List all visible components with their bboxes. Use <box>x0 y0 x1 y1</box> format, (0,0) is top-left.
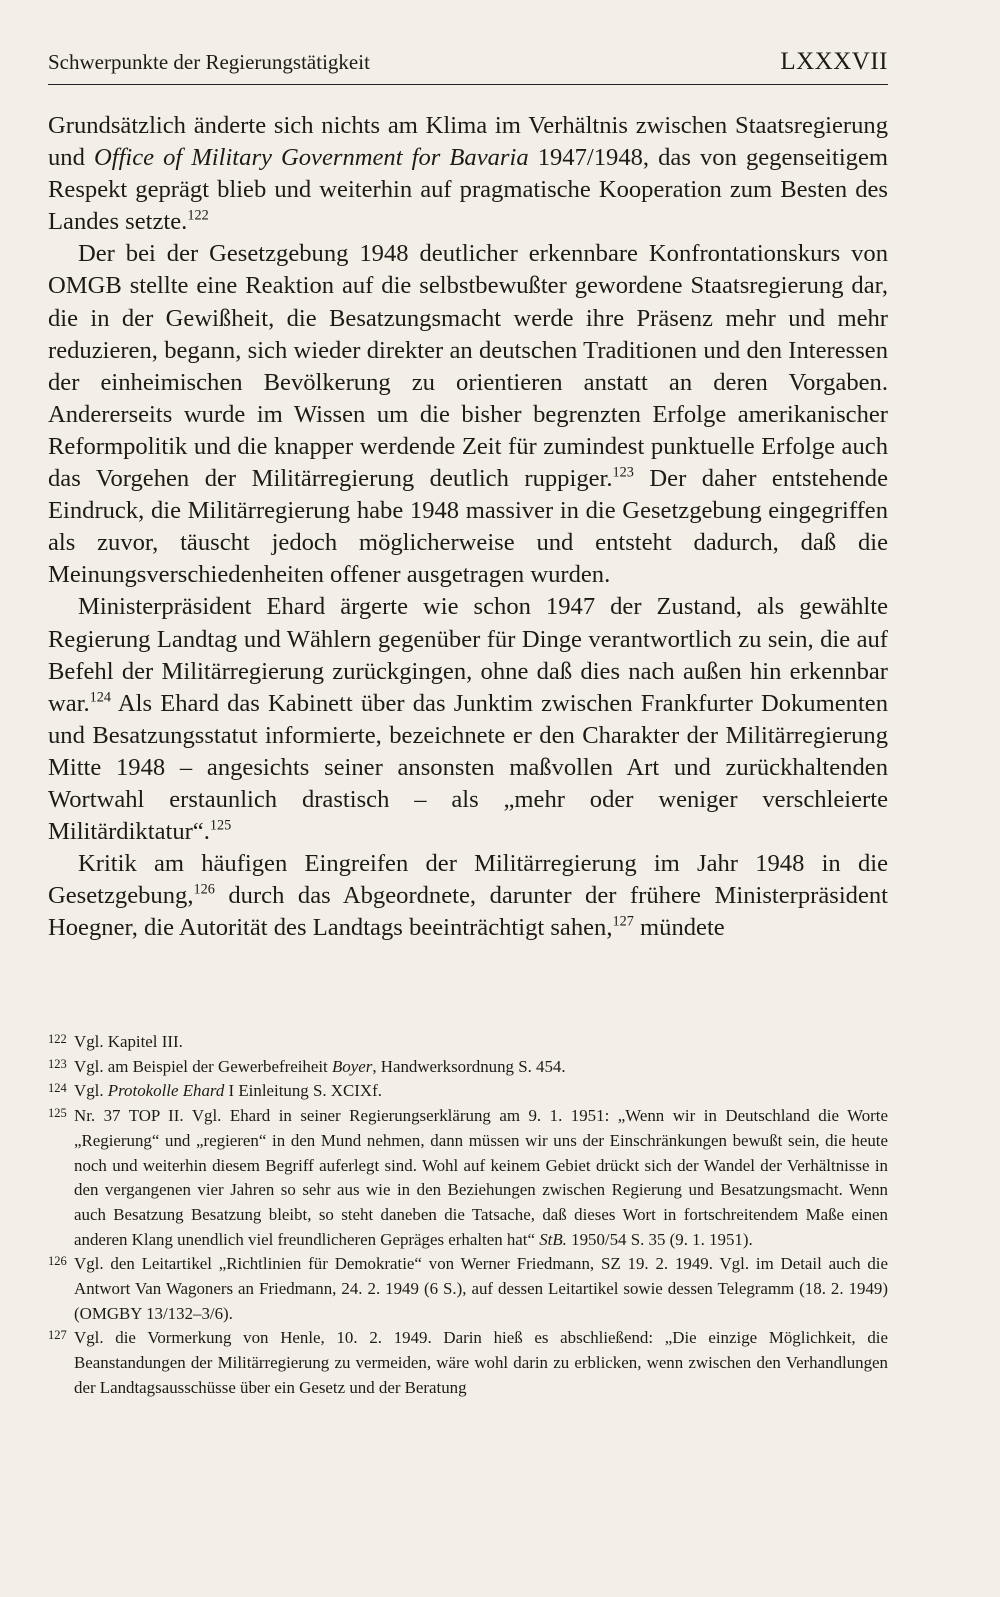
paragraph-4 <box>48 848 888 944</box>
footnote-ref: 127 <box>612 914 634 931</box>
running-title: Schwerpunkte der Regierungstätigkeit <box>48 50 370 74</box>
footnote-123 <box>48 1055 888 1080</box>
text-run: , Handwerksordnung S. 454. <box>372 1056 566 1076</box>
italic-title: Office of Military Government for Bavaria <box>93 144 529 172</box>
footnote-ref: 125 <box>209 817 232 834</box>
text-run: Als Ehard das Kabinett über das Junktim zwischen Frankfurter Dokumenten und Besatzungsstatut informierte, bezeichnete er den Charakter der Militärregierung Mitte 1948 – angesichts seiner ansonsten maßvollen Art und zurückhaltenden Wortwahl erstaunlich drastisch – als „mehr oder weniger verschleierte Militärdiktatur“. <box>48 689 888 846</box>
main-text <box>48 110 888 944</box>
text-run: Vgl. am Beispiel der Gewerbefreiheit <box>74 1056 332 1076</box>
text-run: I Einleitung S. XCIXf. <box>224 1081 382 1101</box>
footnote-127 <box>48 1326 888 1400</box>
footnote-ref: 123 <box>612 464 634 481</box>
footnote-126 <box>48 1252 888 1326</box>
page-header <box>48 48 888 76</box>
text-run: mündete <box>633 914 725 942</box>
footnote-text: Vgl. die Vormerkung von Henle, 10. 2. 1949. Darin hieß es abschließend: „Die einzige Möglichkeit, die Beanstandungen der Militärregierung zu vermeiden, wäre wohl darin zu erblicken, wenn zwischen den Verhandlungen der Landtagsausschüsse über ein Gesetz und der Beratung <box>74 1328 888 1397</box>
footnote-number: 122 <box>48 1032 67 1046</box>
footnote-number: 123 <box>48 1056 67 1071</box>
footnote-122 <box>48 1030 888 1055</box>
italic-author: Boyer <box>331 1056 373 1076</box>
text-run: 1947/1948, das von gegenseitigem Respekt geprägt blieb und weiterhin auf pragmatische Kooperation zum Besten des Landes setzte. <box>48 144 888 236</box>
text-run: Ministerpräsident Ehard ärgerte wie schon 1947 der Zustand, als gewählte Regierung Landtag und Wählern gegenüber für Dinge verantwortlich zu sein, die auf Befehl der Militärregierung zurückgingen, ohne daß dies nach außen hin erkennbar war. <box>48 593 888 717</box>
paragraph-3 <box>48 591 888 848</box>
text-run: 1950/54 S. 35 (9. 1. 1951). <box>566 1229 753 1249</box>
footnote-number: 125 <box>48 1106 67 1121</box>
footnote-text <box>74 1079 888 1104</box>
header-rule <box>48 84 888 85</box>
text-run: Kritik am häufigen Eingreifen der Militärregierung im Jahr 1948 in die Gesetzgebung, <box>48 850 888 910</box>
footnote-number: 127 <box>48 1328 67 1343</box>
footnote-text: Vgl. Kapitel III. <box>74 1032 183 1051</box>
text-run: durch das Abgeordnete, darunter der frühere Ministerpräsident Hoegner, die Autorität des Landtags beeinträchtigt sahen, <box>48 882 888 942</box>
footnote-number: 126 <box>48 1254 67 1269</box>
footnotes <box>48 1030 888 1401</box>
text-run: Vgl. <box>74 1081 108 1101</box>
footnote-124 <box>48 1079 888 1104</box>
footnote-ref: 122 <box>187 208 209 225</box>
text-run: Der bei der Gesetzgebung 1948 deutlicher erkennbare Konfrontationskurs von OMGB stellte eine Reaktion auf die selbstbewußter gewordene Staatsregierung dar, die in der Gewißheit, die Besatzungsmacht werde ihre Präsenz mehr und mehr reduzieren, begann, sich wieder direkter an deutschen Traditionen und den Interessen der einheimischen Bevölkerung zu orientieren anstatt an deren Vorgaben. Andererseits wurde im Wissen um die bisher begrenzten Erfolge amerikanischer Reformpolitik und die knapper werdende Zeit für zumindest punktuelle Erfolge auch das Vorgehen der Militärregierung deutlich ruppiger. <box>48 240 888 493</box>
text-run: Der daher entstehende Eindruck, die Militärregierung habe 1948 massiver in die Gesetzgebung eingegriffen als zuvor, täuscht jedoch möglicherweise und entsteht dadurch, daß die Meinungsverschiedenheiten offener ausgetragen wurden. <box>48 465 888 589</box>
text-run: Grundsätzlich änderte sich nichts am Klima im Verhältnis zwischen Staatsregierung und <box>48 112 888 172</box>
italic-abbrev: StB. <box>539 1229 567 1249</box>
paragraph-2 <box>48 238 888 591</box>
footnote-text <box>74 1104 888 1252</box>
paragraph-1 <box>48 110 888 238</box>
page-number: LXXXVII <box>780 48 888 75</box>
footnote-text <box>74 1055 888 1080</box>
footnote-ref: 124 <box>89 689 112 706</box>
italic-title: Protokolle Ehard <box>107 1081 225 1101</box>
footnote-ref: 126 <box>193 881 215 898</box>
footnote-text: Vgl. den Leitartikel „Richtlinien für Demokratie“ von Werner Friedmann, SZ 19. 2. 1949. Vgl. im Detail auch die Antwort Van Wagoners an Friedmann, 24. 2. 1949 (6 S.), auf dessen Leitartikel sowie dessen Telegramm (18. 2. 1949) (OMGBY 13/132–3/6). <box>74 1254 888 1323</box>
footnote-number: 124 <box>48 1081 67 1096</box>
footnote-125 <box>48 1104 888 1252</box>
text-run: Nr. 37 TOP II. Vgl. Ehard in seiner Regierungserklärung am 9. 1. 1951: „Wenn wir in Deutschland die Worte „Regierung“ und „regieren“ in den Mund nehmen, dann müssen wir uns der Einschränkungen bewußt sein, die heute noch und weiterhin diesem Begriff auferlegt sind. Wohl auf keinem Gebiet drückt sich der Wandel der Verhältnisse in den vergangenen vier Jahren so sehr aus wie in den Beziehungen zwischen Regierung und Besatzungsmacht. Wenn auch Besatzung Besatzung bleibt, so steht daneben die Tatsache, daß dieses Wort in fortschreitendem Maße einen anderen Klang unendlich viel freundlicheren Gepräges erhalten hat“ <box>74 1106 888 1249</box>
